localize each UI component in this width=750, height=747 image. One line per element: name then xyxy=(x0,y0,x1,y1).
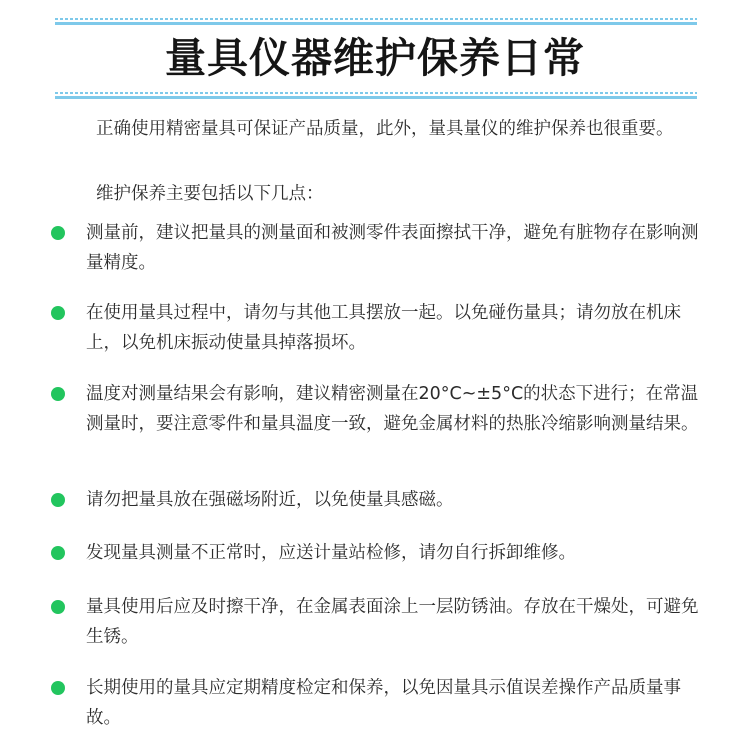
header-top-rule xyxy=(55,18,697,25)
bullet-dot-icon xyxy=(51,306,65,320)
list-item-text: 在使用量具过程中，请勿与其他工具摆放一起。以免碰伤量具；请勿放在机床上，以免机床振动使量具掉落损坏。 xyxy=(86,303,681,353)
bullet-dot-icon xyxy=(51,226,65,240)
intro-paragraph: 正确使用精密量具可保证产品质量，此外，量具量仪的维护保养也很重要。 xyxy=(96,119,674,139)
list-item-text: 长期使用的量具应定期精度检定和保养，以免因量具示值误差操作产品质量事故。 xyxy=(86,678,681,728)
page-title: 量具仪器维护保养日常 xyxy=(165,34,585,82)
list-item-text: 温度对测量结果会有影响，建议精密测量在20°C~±5°C的状态下进行；在常温测量时，要注意零件和量具温度一致，避免金属材料的热胀冷缩影响测量结果。 xyxy=(86,384,699,434)
list-item-text: 测量前，建议把量具的测量面和被测零件表面擦拭干净，避免有脏物存在影响测量精度。 xyxy=(86,223,699,273)
list-item-text: 发现量具测量不正常时，应送计量站检修，请勿自行拆卸维修。 xyxy=(86,543,576,563)
bullet-dot-icon xyxy=(51,681,65,695)
bullet-dot-icon xyxy=(51,387,65,401)
bullet-dot-icon xyxy=(51,600,65,614)
header-bottom-rule xyxy=(55,92,697,99)
bullet-dot-icon xyxy=(51,546,65,560)
bullet-dot-icon xyxy=(51,493,65,507)
list-item-text: 量具使用后应及时擦干净，在金属表面涂上一层防锈油。存放在干燥处，可避免生锈。 xyxy=(86,597,699,647)
list-item-text: 请勿把量具放在强磁场附近，以免使量具感磁。 xyxy=(86,490,454,510)
section-subhead: 维护保养主要包括以下几点： xyxy=(96,184,324,204)
